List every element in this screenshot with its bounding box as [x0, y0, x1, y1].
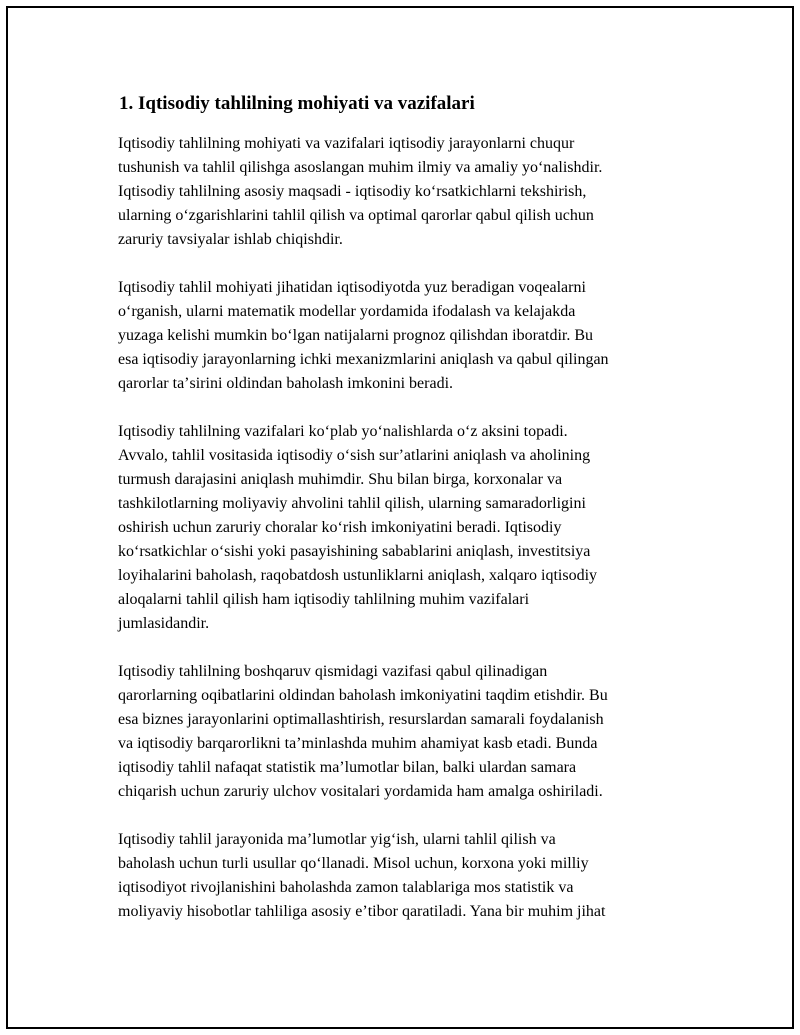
- text-line: Iqtisodiy tahlilning vazifalari koʻplab yoʻnalishlarda oʻz aksini topadi.: [118, 423, 568, 440]
- text-line: jumlasidandir.: [118, 615, 210, 632]
- text-line: Iqtisodiy tahlilning mohiyati va vazifalari iqtisodiy jarayonlarni chuqur: [118, 135, 575, 152]
- text-line: oshirish uchun zaruriy choralar koʻrish imkoniyatini beradi. Iqtisodiy: [118, 519, 562, 536]
- paragraph-5: [118, 828, 693, 924]
- text-line: esa iqtisodiy jarayonlarning ichki mexanizmlarini aniqlash va qabul qilingan: [118, 351, 609, 368]
- text-line: koʻrsatkichlar oʻsishi yoki pasayishining sabablarini aniqlash, investitsiya: [118, 543, 591, 560]
- paragraph-3: [118, 420, 693, 636]
- section-heading: 1. Iqtisodiy tahlilning mohiyati va vazifalari: [119, 93, 475, 114]
- text-line: iqtisodiy tahlil nafaqat statistik maʼlumotlar bilan, balki ulardan samara: [118, 759, 577, 776]
- paragraph-2: [118, 276, 693, 396]
- text-line: Iqtisodiy tahlil mohiyati jihatidan iqtisodiyotda yuz beradigan voqealarni: [118, 279, 586, 296]
- text-line: oʻrganish, ularni matematik modellar yordamida ifodalash va kelajakda: [118, 303, 576, 320]
- text-line: qarorlar taʼsirini oldindan baholash imkonini beradi.: [118, 375, 454, 392]
- text-line: chiqarish uchun zaruriy ulchov vositalari yordamida ham amalga oshiriladi.: [118, 783, 603, 800]
- text-line: aloqalarni tahlil qilish ham iqtisodiy tahlilning muhim vazifalari: [118, 591, 530, 608]
- paragraph-1: [118, 132, 693, 252]
- text-line: esa biznes jarayonlarini optimallashtirish, resurslardan samarali foydalanish: [118, 711, 604, 728]
- text-line: yuzaga kelishi mumkin boʻlgan natijalarni prognoz qilishdan iboratdir. Bu: [118, 327, 594, 344]
- paragraph-4: [118, 660, 693, 804]
- text-line: ularning oʻzgarishlarini tahlil qilish va optimal qarorlar qabul qilish uchun: [118, 207, 594, 224]
- text-line: va iqtisodiy barqarorlikni taʼminlashda muhim ahamiyat kasb etadi. Bunda: [118, 735, 598, 752]
- document-page: [6, 6, 794, 1029]
- text-line: iqtisodiyot rivojlanishini baholashda zamon talablariga mos statistik va: [118, 879, 574, 896]
- document-body: [118, 92, 693, 948]
- text-line: loyihalarini baholash, raqobatdosh ustunliklarni aniqlash, xalqaro iqtisodiy: [118, 567, 598, 584]
- text-line: baholash uchun turli usullar qoʻllanadi. Misol uchun, korxona yoki milliy: [118, 855, 589, 872]
- text-line: turmush darajasini aniqlash muhimdir. Shu bilan birga, korxonalar va: [118, 471, 563, 488]
- text-line: qarorlarning oqibatlarini oldindan baholash imkoniyatini taqdim etishdir. Bu: [118, 687, 608, 704]
- text-line: Iqtisodiy tahlilning asosiy maqsadi - iqtisodiy koʻrsatkichlarni tekshirish,: [118, 183, 587, 200]
- text-line: zaruriy tavsiyalar ishlab chiqishdir.: [118, 231, 343, 248]
- text-line: tashkilotlarning moliyaviy ahvolini tahlil qilish, ularning samaradorligini: [118, 495, 586, 512]
- text-line: tushunish va tahlil qilishga asoslangan muhim ilmiy va amaliy yoʻnalishdir.: [118, 159, 603, 176]
- text-line: Iqtisodiy tahlilning boshqaruv qismidagi vazifasi qabul qilinadigan: [118, 663, 548, 680]
- text-line: Avvalo, tahlil vositasida iqtisodiy oʻsish surʼatlarini aniqlash va aholining: [118, 447, 591, 464]
- text-line: Iqtisodiy tahlil jarayonida maʼlumotlar yigʻish, ularni tahlil qilish va: [118, 831, 556, 848]
- text-line: moliyaviy hisobotlar tahliliga asosiy eʼtibor qaratiladi. Yana bir muhim jihat: [118, 903, 606, 920]
